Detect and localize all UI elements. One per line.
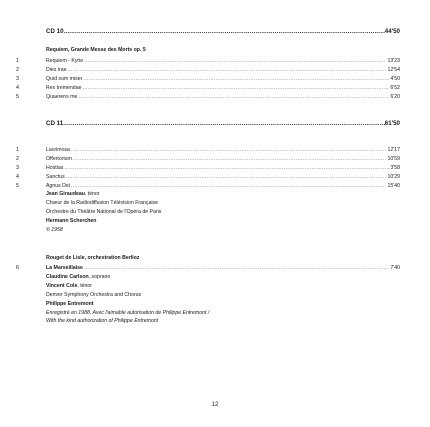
page-number: 12 — [211, 402, 219, 408]
recording-note-english: With the kind authorization of Philippe Entremont — [46, 318, 159, 324]
track-duration: 3'58 — [390, 165, 400, 171]
cd11-duration: 61'50 — [384, 120, 400, 127]
performer-role: , soprano — [88, 274, 111, 280]
track-number: 2 — [16, 156, 19, 162]
track-duration: 4'50 — [390, 76, 400, 82]
track-number: 4 — [16, 174, 19, 180]
track-title: Hostias — [46, 165, 64, 171]
credit-soprano — [46, 274, 110, 281]
track-number: 6 — [16, 265, 19, 271]
track-title: Agnus Dei — [46, 183, 70, 189]
track-row — [46, 165, 400, 172]
track-number: 5 — [16, 183, 19, 189]
track-title: Quaerens me — [46, 94, 78, 100]
track-row — [46, 265, 400, 272]
credit-conductor: Hermann Scherchen — [46, 218, 97, 224]
cd11-title: CD 11 — [46, 120, 64, 127]
track-duration: 6'52 — [390, 85, 400, 91]
recording-note: Enregistré en 1988. Avec l'aimable autorisation de Philippe Entremont / — [46, 310, 210, 316]
track-row — [46, 67, 400, 74]
track-number: 2 — [16, 67, 19, 73]
credit-choir: Chœur de la Radiodiffusion Télévision Française — [46, 200, 158, 206]
performer-name: Jean Giraudeau — [46, 191, 85, 197]
track-title: Lacrimosa — [46, 147, 70, 153]
credit-ensemble: Denver Symphony Orchestra and Chorus — [46, 292, 142, 298]
cd10-title: CD 10 — [46, 28, 64, 35]
performer-name: Vincent Cole — [46, 283, 78, 289]
cd10-duration: 44'50 — [384, 28, 400, 35]
performer-name: Claudine Carlson — [46, 274, 89, 280]
track-title: Quid sum miser — [46, 76, 83, 82]
track-duration: 12'17 — [387, 147, 400, 153]
track-duration: 7'40 — [390, 265, 400, 271]
track-row — [46, 85, 400, 92]
track-title: Offertorium — [46, 156, 72, 162]
requiem-heading: Requiem, Grande Messe des Morts op. 5 — [46, 47, 146, 53]
track-duration: 10'29 — [387, 174, 400, 180]
track-title: Requiem - Kyrie — [46, 58, 84, 64]
track-row — [46, 94, 400, 101]
track-title: Dies irae — [46, 67, 67, 73]
cd11-header — [46, 120, 400, 127]
credit-tenor — [46, 283, 92, 290]
track-number: 1 — [16, 147, 19, 153]
track-number: 3 — [16, 165, 19, 171]
track-row — [46, 76, 400, 83]
track-number: 3 — [16, 76, 19, 82]
cd10-header — [46, 28, 400, 35]
performer-role: , ténor — [77, 283, 93, 289]
track-row — [46, 174, 400, 181]
track-duration: 15'40 — [387, 183, 400, 189]
marseillaise-heading: Rouget de Lisle, orchestration Berlioz — [46, 255, 140, 261]
track-duration: 12'54 — [387, 67, 400, 73]
track-title: Rex tremendae — [46, 85, 82, 91]
credit-tenor — [46, 191, 100, 198]
track-row — [46, 183, 400, 190]
track-row — [46, 156, 400, 163]
track-duration: 6'20 — [390, 94, 400, 100]
track-row — [46, 58, 400, 65]
track-title: La Marseillaise — [46, 265, 83, 271]
track-number: 4 — [16, 85, 19, 91]
credit-year: ℗ 1958 — [46, 227, 63, 233]
performer-role: , ténor — [84, 191, 100, 197]
track-row — [46, 147, 400, 154]
track-duration: 13'23 — [387, 58, 400, 64]
track-title: Sanctus — [46, 174, 65, 180]
credit-conductor: Philippe Entremont — [46, 301, 94, 307]
credit-orchestra: Orchestre du Théâtre National de l'Opéra de Paris — [46, 209, 162, 215]
track-number: 5 — [16, 94, 19, 100]
track-duration: 10'59 — [387, 156, 400, 162]
track-number: 1 — [16, 58, 19, 64]
